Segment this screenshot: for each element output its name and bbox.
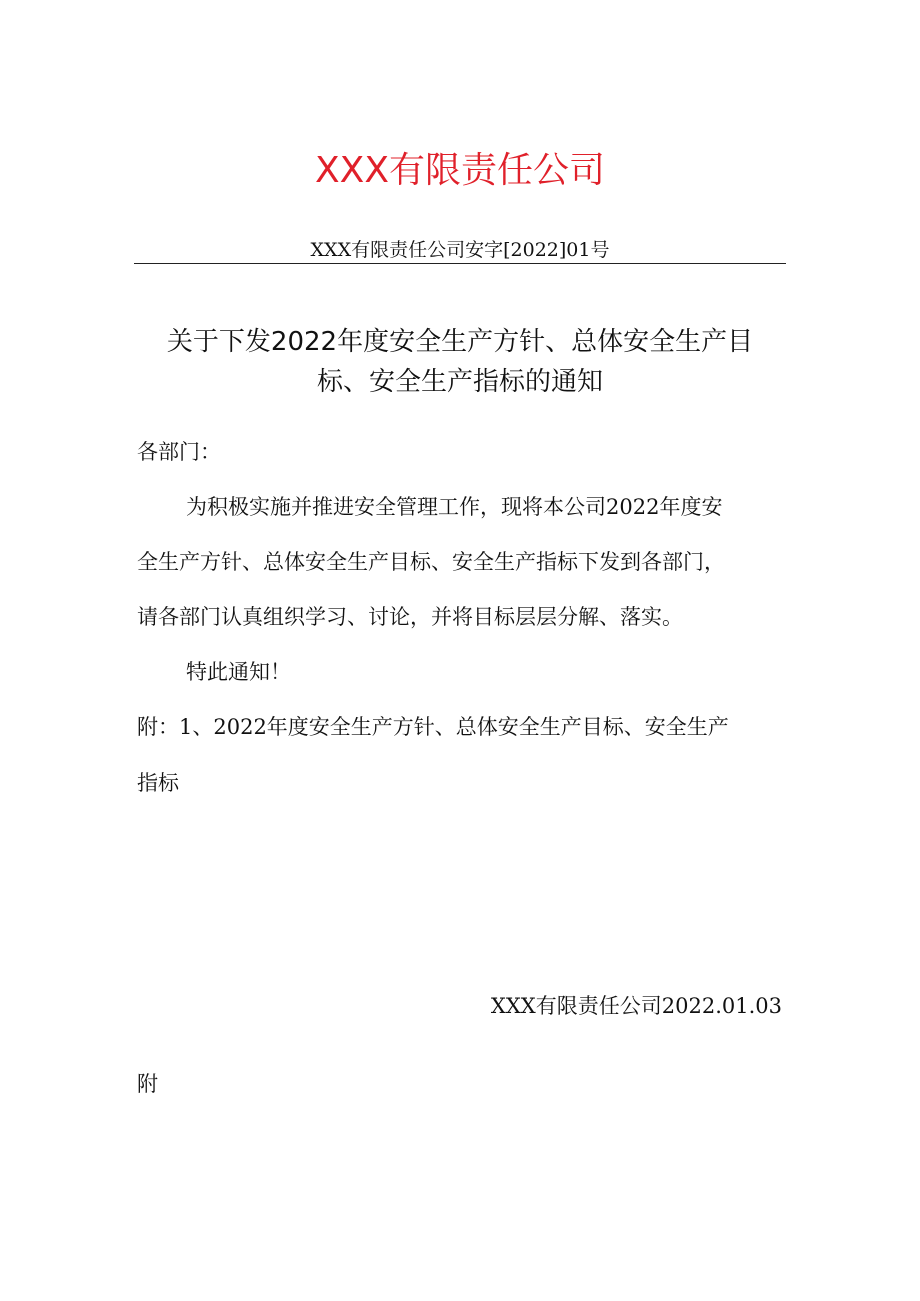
- header-divider: [134, 263, 786, 264]
- document-number: XXX有限责任公司安字[2022]01号: [310, 239, 610, 261]
- salutation: 各部门：: [137, 440, 221, 464]
- appendix-label: 附: [137, 1072, 158, 1096]
- notice-title-line-1: 关于下发2022年度安全生产方针、总体安全生产目: [166, 327, 754, 357]
- notice-title-line-2: 标、安全生产指标的通知: [316, 367, 603, 397]
- attachment-line-1: 附：1、2022年度安全生产方针、总体安全生产目标、安全生产: [137, 715, 729, 739]
- paragraph-line-1: 为积极实施并推进安全管理工作，现将本公司2022年度安: [186, 495, 723, 519]
- signature-date: XXX有限责任公司2022.01.03: [490, 994, 782, 1018]
- company-header: XXX有限责任公司: [315, 150, 605, 191]
- paragraph-line-2: 全生产方针、总体安全生产目标、安全生产指标下发到各部门，: [137, 550, 725, 574]
- closing-line: 特此通知！: [186, 660, 291, 684]
- attachment-line-2: 指标: [137, 771, 179, 795]
- paragraph-line-3: 请各部门认真组织学习、讨论，并将目标层层分解、落实。: [137, 605, 683, 629]
